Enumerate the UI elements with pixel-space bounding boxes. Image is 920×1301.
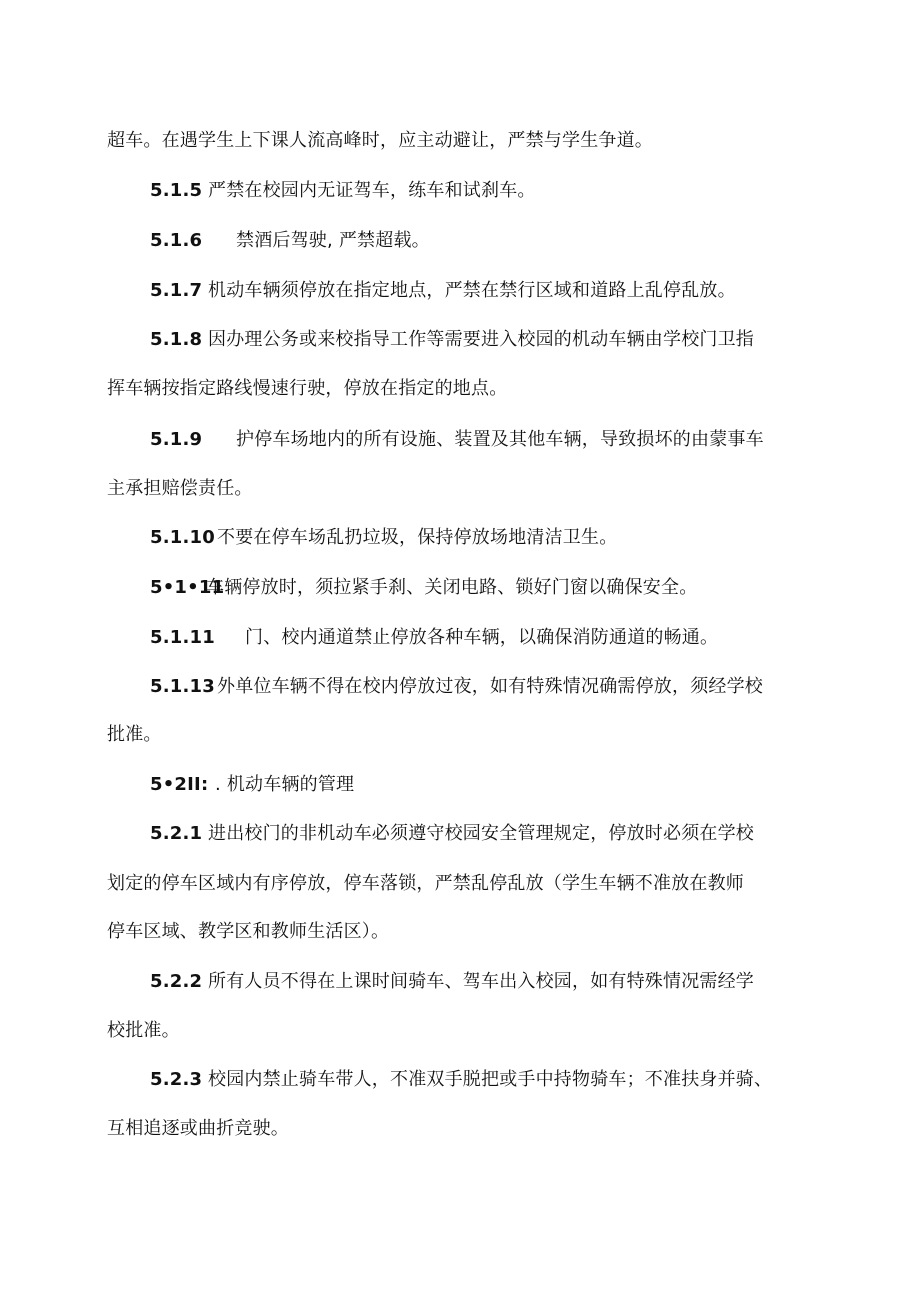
- clause-5-1-11b: [150, 626, 718, 650]
- clause-text: 因办理公务或来校指导工作等需要进入校园的机动车辆由学校门卫指: [208, 329, 754, 350]
- section-title: . 机动车辆的管理: [215, 774, 355, 795]
- clause-text: 停车区域、教学区和教师生活区）。: [107, 921, 390, 942]
- paragraph-line: [107, 872, 744, 896]
- clause-text: 机动车辆须停放在指定地点，严禁在禁行区域和道路上乱停乱放。: [208, 280, 736, 301]
- section-5-2-heading: [150, 773, 354, 797]
- clause-5-1-5: [150, 179, 536, 203]
- section-number: 5•2II:: [150, 774, 209, 795]
- clause-5-1-11a: [150, 576, 697, 600]
- clause-text: 护停车场地内的所有设施、装置及其他车辆，导致损坏的由蒙事车: [236, 429, 764, 450]
- paragraph-line: [107, 1117, 289, 1141]
- clause-5-1-9: [150, 428, 764, 452]
- clause-number: 5.1.5: [150, 180, 203, 201]
- clause-number: 5.2.2: [150, 971, 203, 992]
- clause-number: 5.1.10: [150, 527, 215, 548]
- clause-text: 不要在停车场乱扔垃圾，保持停放场地清洁卫生。: [217, 527, 618, 548]
- clause-number: 5.1.7: [150, 280, 203, 301]
- clause-text: 批准。: [107, 724, 162, 745]
- clause-5-2-3: [150, 1068, 772, 1092]
- paragraph-text: 超车。在遇学生上下课人流高峰时，应主动避让，严禁与学生争道。: [107, 130, 653, 151]
- clause-text: 挥车辆按指定路线慢速行驶，停放在指定的地点。: [107, 378, 508, 399]
- clause-number: 5.1.11: [150, 627, 215, 648]
- paragraph-line: [107, 1019, 180, 1043]
- paragraph-line: [107, 723, 162, 747]
- clause-text: 严禁在校园内无证驾车，练车和试刹车。: [208, 180, 536, 201]
- paragraph-line: [107, 477, 253, 501]
- clause-text: 校批准。: [107, 1020, 180, 1041]
- clause-text: 车辆停放时，须拉紧手刹、关闭电路、锁好门窗以确保安全。: [206, 577, 698, 598]
- clause-text: 门、校内通道禁止停放各种车辆，以确保消防通道的畅通。: [245, 627, 719, 648]
- paragraph-line: [107, 920, 389, 944]
- clause-text: 禁酒后驾驶, 严禁超载。: [236, 230, 430, 251]
- clause-5-2-2: [150, 970, 754, 994]
- clause-number: 5.1.9: [150, 429, 203, 450]
- clause-number: 5.2.3: [150, 1069, 203, 1090]
- paragraph-line: [107, 377, 507, 401]
- clause-5-1-7: [150, 279, 736, 303]
- clause-text: 互相追逐或曲折竞驶。: [107, 1118, 289, 1139]
- clause-text: 进出校门的非机动车必须遵守校园安全管理规定，停放时必须在学校: [208, 823, 754, 844]
- clause-number: 5•1•11: [150, 577, 225, 598]
- clause-text: 校园内禁止骑车带人，不准双手脱把或手中持物骑车；不准扶身并骑、: [208, 1069, 773, 1090]
- clause-text: 外单位车辆不得在校内停放过夜，如有特殊情况确需停放，须经学校: [217, 676, 763, 697]
- clause-5-1-10: [150, 526, 617, 550]
- clause-number: 5.1.8: [150, 329, 203, 350]
- clause-5-1-13: [150, 675, 763, 699]
- clause-number: 5.1.13: [150, 676, 215, 697]
- clause-5-1-6: [150, 229, 430, 253]
- clause-5-2-1: [150, 822, 754, 846]
- clause-text: 所有人员不得在上课时间骑车、驾车出入校园，如有特殊情况需经学: [208, 971, 754, 992]
- clause-number: 5.1.6: [150, 230, 203, 251]
- clause-5-1-8: [150, 328, 754, 352]
- clause-number: 5.2.1: [150, 823, 203, 844]
- clause-text: 主承担赔偿责任。: [107, 478, 253, 499]
- clause-text: 划定的停车区域内有序停放，停车落锁，严禁乱停乱放（学生车辆不准放在教师: [107, 873, 744, 894]
- paragraph-line: [107, 129, 653, 153]
